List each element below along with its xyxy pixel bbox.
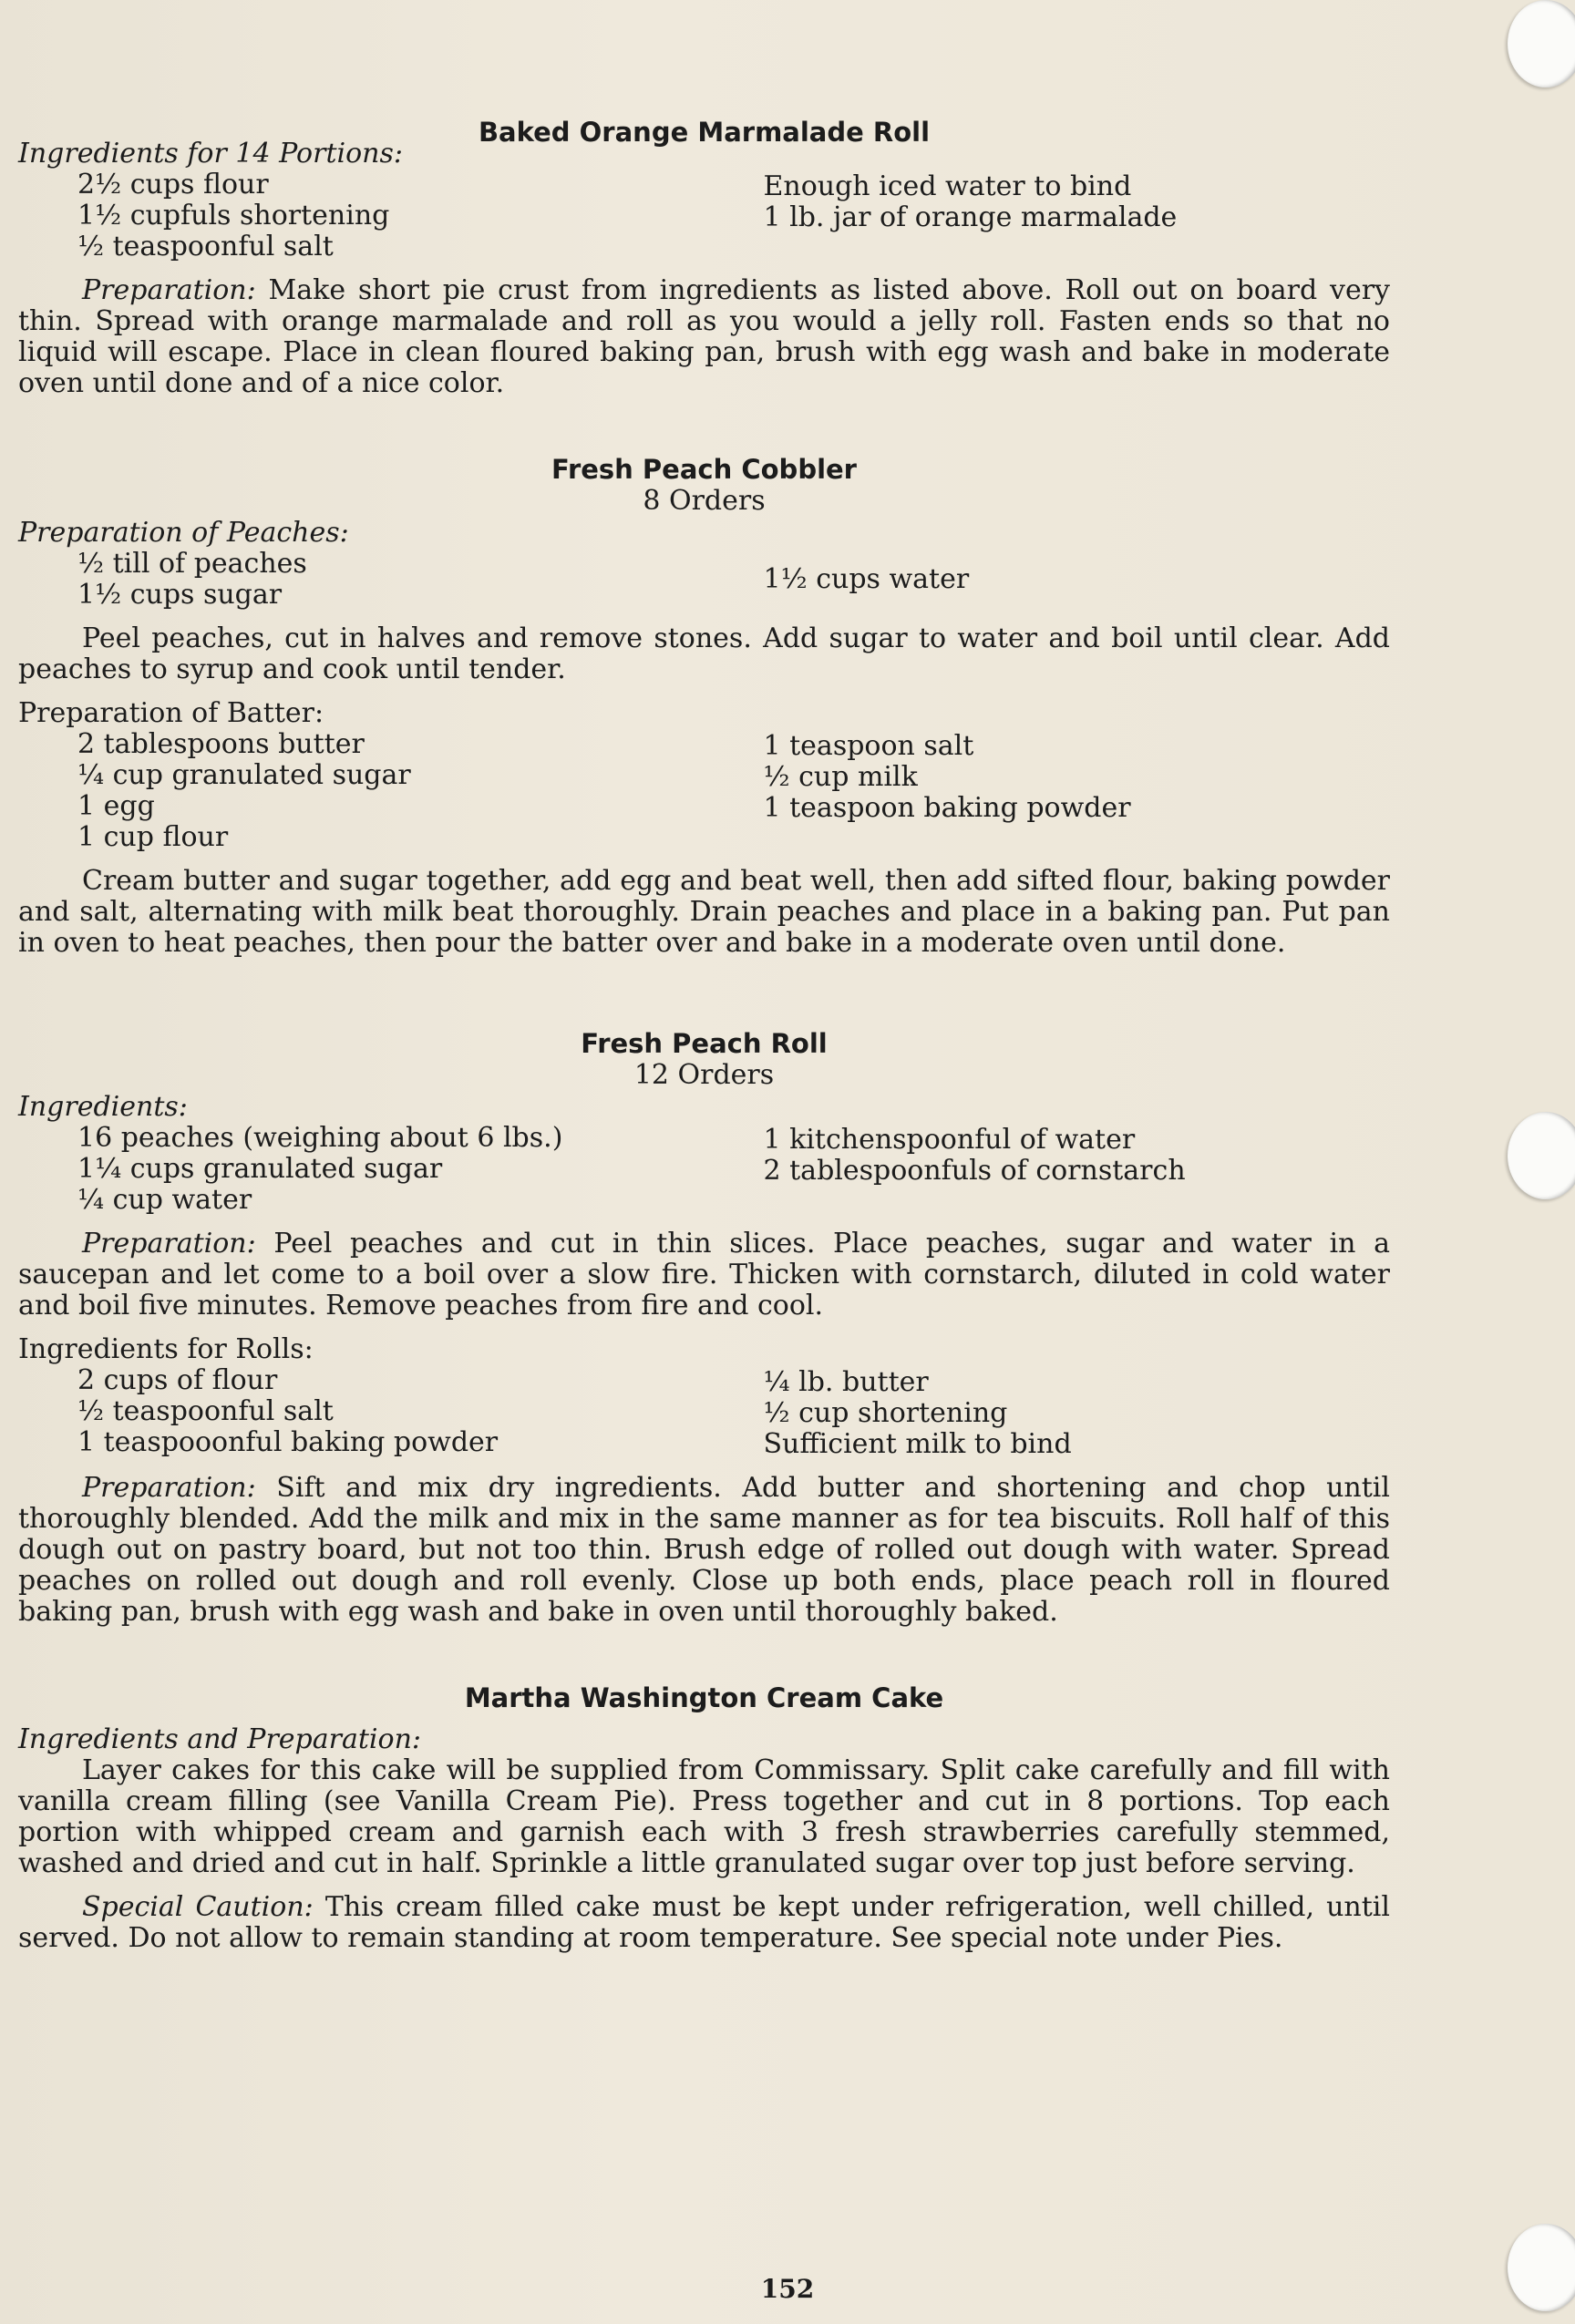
section-heading: Ingredients for Rolls: [18, 1333, 314, 1365]
recipe-title: Fresh Peach Roll [581, 1028, 828, 1059]
ingredient-column-left [18, 549, 705, 611]
ingredient-item: 1½ cups water [763, 563, 970, 595]
paragraph-label: Preparation: [82, 1472, 256, 1504]
ingredient-item: ½ till of peaches [77, 548, 307, 580]
ingredient-item: ½ cup milk [763, 761, 918, 793]
ingredient-item: 1 kitchenspoonful of water [763, 1124, 1136, 1156]
ingredient-column-right [705, 729, 1391, 853]
ingredient-item: 2 tablespoonfuls of cornstarch [763, 1155, 1186, 1187]
method-paragraph: Cream butter and sugar together, add egg and beat well, then add sifted flour, baking powder and salt, alternating with milk beat thoroughly. Drain peaches and place in a baking pan. Put pan in oven to heat peaches, then pour the batter over and bake in a moderate oven until done. [18, 865, 1390, 959]
recipe-yield: 12 Orders [633, 1059, 775, 1091]
ingredients-heading: Ingredients for 14 Portions: [18, 138, 403, 170]
recipe-fresh-peach-roll [18, 1028, 1390, 1628]
method-paragraph: Layer cakes for this cake will be supplied from Commissary. Split cake carefully and fill with vanilla cream filling (see Vanilla Cream Pie). Press together and cut in 8 portions. Top each portion with whipped cream and garnish each with 3 fresh strawberries carefully stemmed, washed and dried and cut in half. Sprinkle a little granulated sugar over top just before serving. [18, 1754, 1390, 1879]
ingredient-item: 1½ cups sugar [77, 579, 283, 611]
ingredient-columns [18, 1123, 1390, 1216]
preparation-paragraph [18, 275, 1390, 399]
section-heading: Preparation of Batter: [18, 697, 324, 729]
recipe-title: Martha Washington Cream Cake [464, 1682, 944, 1713]
ingredient-item: 1 cup flour [77, 821, 229, 853]
caution-paragraph [18, 1892, 1390, 1954]
ingredient-item: ¼ lb. butter [763, 1366, 929, 1398]
recipe-title: Fresh Peach Cobbler [551, 454, 857, 485]
ingredient-item: ½ teaspoonful salt [77, 1395, 334, 1427]
ingredient-item: 2 tablespoons butter [77, 728, 365, 760]
paragraph-text: Peel peaches and cut in thin slices. Place peaches, sugar and water in a saucepan and let come to a boil over a slow fire. Thicken with cornstarch, diluted in cold water and boil five minutes. Remove peaches from fire and cool. [18, 1228, 1390, 1321]
ingredient-column-left [18, 170, 705, 262]
ingredient-item: 1 egg [77, 790, 155, 822]
ingredient-item: 2½ cups flour [77, 169, 269, 201]
paragraph-label: Special Caution: [82, 1891, 314, 1923]
ingredient-item: 16 peaches (weighing about 6 lbs.) [77, 1122, 563, 1154]
ingredient-item: 1 lb. jar of orange marmalade [763, 201, 1178, 233]
binder-hole-top [1508, 0, 1575, 87]
section-heading: Ingredients: [18, 1091, 188, 1123]
paragraph-label: Preparation: [82, 1228, 256, 1260]
paragraph-text: Sift and mix dry ingredients. Add butter and shortening and chop until thoroughly blended. Add the milk and mix in the same manner as for tea biscuits. Roll half of this dough out on pastry board, but not too thin. Brush edge of rolled out dough with water. Spread peaches on rolled out dough and roll evenly. Close up both ends, place peach roll in floured baking pan, brush with egg wash and bake in oven until thoroughly baked. [18, 1472, 1390, 1628]
ingredient-column-left [18, 1123, 705, 1216]
paragraph-label: Preparation: [82, 274, 256, 306]
ingredient-columns [18, 170, 1390, 262]
ingredient-item: ¼ cup water [77, 1184, 252, 1216]
ingredient-columns [18, 729, 1390, 853]
ingredient-column-left [18, 729, 705, 853]
recipe-yield: 8 Orders [643, 485, 766, 517]
recipe-martha-washington-cream-cake [18, 1682, 1390, 1954]
recipe-content [18, 109, 1390, 1954]
ingredient-item: 1¼ cups granulated sugar [77, 1153, 443, 1185]
ingredient-column-right [705, 170, 1391, 262]
ingredient-columns [18, 1365, 1390, 1460]
paragraph-text: Make short pie crust from ingredients as listed above. Roll out on board very thin. Spread with orange marmalade and roll as you would a jelly roll. Fasten ends so that no liquid will escape. Place in clean floured baking pan, brush with egg wash and bake in moderate oven until done and of a nice color. [18, 274, 1390, 399]
ingredient-item: Enough iced water to bind [763, 170, 1132, 202]
recipe-fresh-peach-cobbler [18, 454, 1390, 959]
preparation-paragraph [18, 1473, 1390, 1628]
ingredient-item: 1½ cupfuls shortening [77, 200, 390, 231]
ingredient-item: ½ teaspoonful salt [77, 231, 334, 262]
recipe-title: Baked Orange Marmalade Roll [478, 117, 931, 148]
ingredient-item: ½ cup shortening [763, 1397, 1008, 1429]
section-heading: Ingredients and Preparation: [18, 1723, 422, 1755]
ingredient-item: 1 teaspooonful baking powder [77, 1426, 499, 1458]
method-paragraph: Peel peaches, cut in halves and remove stones. Add sugar to water and boil until clear. Add peaches to syrup and cook until tender. [18, 622, 1390, 685]
page-number: 152 [760, 2274, 815, 2304]
ingredient-item: 1 teaspoon baking powder [763, 792, 1131, 824]
ingredient-column-right [705, 1123, 1391, 1216]
ingredient-item: 2 cups of flour [77, 1364, 278, 1396]
ingredient-column-left [18, 1365, 705, 1460]
ingredient-columns [18, 549, 1390, 611]
ingredient-column-right [705, 549, 1391, 611]
preparation-paragraph [18, 1229, 1390, 1321]
ingredient-column-right [705, 1365, 1391, 1460]
ingredient-item: Sufficient milk to bind [763, 1428, 1072, 1460]
section-heading: Preparation of Peaches: [18, 517, 349, 549]
binder-hole-middle [1508, 1112, 1575, 1199]
ingredient-item: ¼ cup granulated sugar [77, 759, 411, 791]
recipe-orange-marmalade-roll [18, 117, 1390, 399]
paragraph-text: This cream filled cake must be kept under refrigeration, well chilled, until served. Do not allow to remain standing at room temperature. See special note under Pies. [18, 1891, 1390, 1954]
ingredient-item: 1 teaspoon salt [763, 730, 974, 762]
